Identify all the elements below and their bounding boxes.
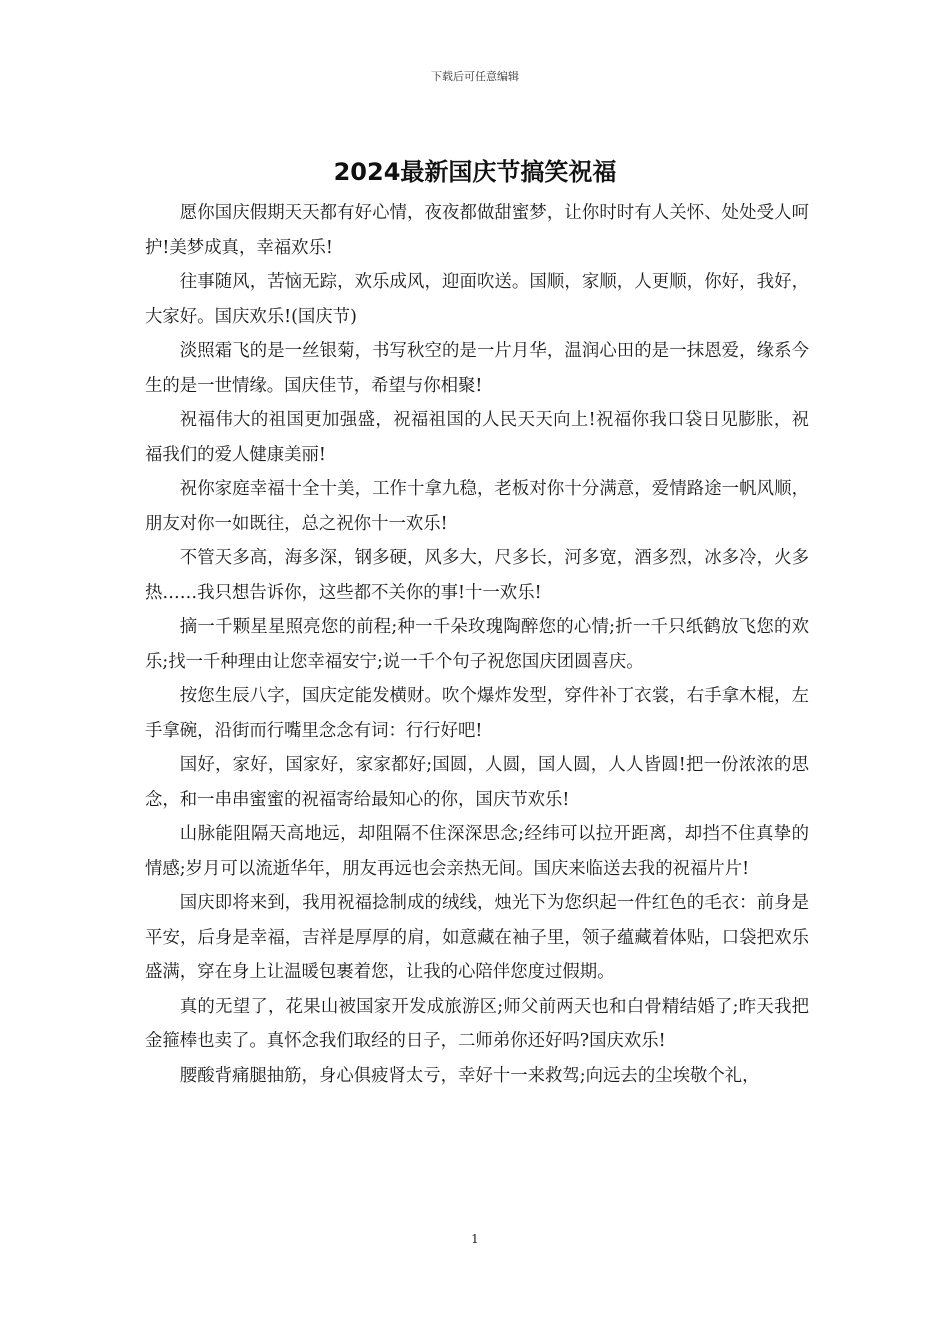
page-number: 1 bbox=[471, 1232, 479, 1246]
paragraph: 祝福伟大的祖国更加强盛，祝福祖国的人民天天向上!祝福你我口袋日见膨胀，祝福我们的爱人健康美丽! bbox=[145, 410, 809, 465]
paragraph: 国庆即将来到，我用祝福捻制成的绒线，烛光下为您织起一件红色的毛衣：前身是平安，后身是幸福，吉祥是厚厚的肩，如意藏在袖子里，领子蕴藏着体贴，口袋把欢乐盛满，穿在身上让温暖包裹着您，让我的心陪伴您度过假期。 bbox=[145, 893, 809, 982]
paragraph: 真的无望了，花果山被国家开发成旅游区;师父前两天也和白骨精结婚了;昨天我把金箍棒也卖了。真怀念我们取经的日子，二师弟你还好吗?国庆欢乐! bbox=[145, 996, 809, 1051]
paragraph: 祝你家庭幸福十全十美，工作十拿九稳，老板对你十分满意，爱情路途一帆风顺，朋友对你一如既往，总之祝你十一欢乐! bbox=[145, 479, 809, 534]
paragraph: 摘一千颗星星照亮您的前程;种一千朵玫瑰陶醉您的心情;折一千只纸鹤放飞您的欢乐;找一千种理由让您幸福安宁;说一千个句子祝您国庆团圆喜庆。 bbox=[145, 617, 809, 672]
paragraph: 愿你国庆假期天天都有好心情，夜夜都做甜蜜梦，让你时时有人关怀、处处受人呵护!美梦成真，幸福欢乐! bbox=[145, 203, 809, 258]
paragraph: 往事随风，苦恼无踪，欢乐成风，迎面吹送。国顺，家顺，人更顺，你好，我好，大家好。国庆欢乐!(国庆节) bbox=[145, 272, 809, 327]
document-body bbox=[145, 196, 809, 1093]
page-header-note: 下载后可任意编辑 bbox=[431, 70, 519, 83]
paragraph: 不管天多高，海多深，钢多硬，风多大，尺多长，河多宽，酒多烈，冰多冷，火多热……我只想告诉你，这些都不关你的事!十一欢乐! bbox=[145, 548, 809, 603]
paragraph: 山脉能阻隔天高地远，却阻隔不住深深思念;经纬可以拉开距离，却挡不住真挚的情感;岁月可以流逝华年，朋友再远也会亲热无间。国庆来临送去我的祝福片片! bbox=[145, 824, 809, 879]
document-title: 2024最新国庆节搞笑祝福 bbox=[333, 158, 617, 186]
paragraph: 国好，家好，国家好，家家都好;国圆，人圆，国人圆，人人皆圆!把一份浓浓的思念，和一串串蜜蜜的祝福寄给最知心的你，国庆节欢乐! bbox=[145, 755, 809, 810]
paragraph: 淡照霜飞的是一丝银菊，书写秋空的是一片月华，温润心田的是一抹恩爱，缘系今生的是一世情缘。国庆佳节，希望与你相聚! bbox=[145, 341, 809, 396]
paragraph: 腰酸背痛腿抽筋，身心俱疲肾太亏，幸好十一来救驾;向远去的尘埃敬个礼， bbox=[179, 1065, 760, 1086]
paragraph: 按您生辰八字，国庆定能发横财。吹个爆炸发型，穿件补丁衣裳，右手拿木棍，左手拿碗，沿街而行嘴里念念有词：行行好吧! bbox=[145, 686, 809, 741]
